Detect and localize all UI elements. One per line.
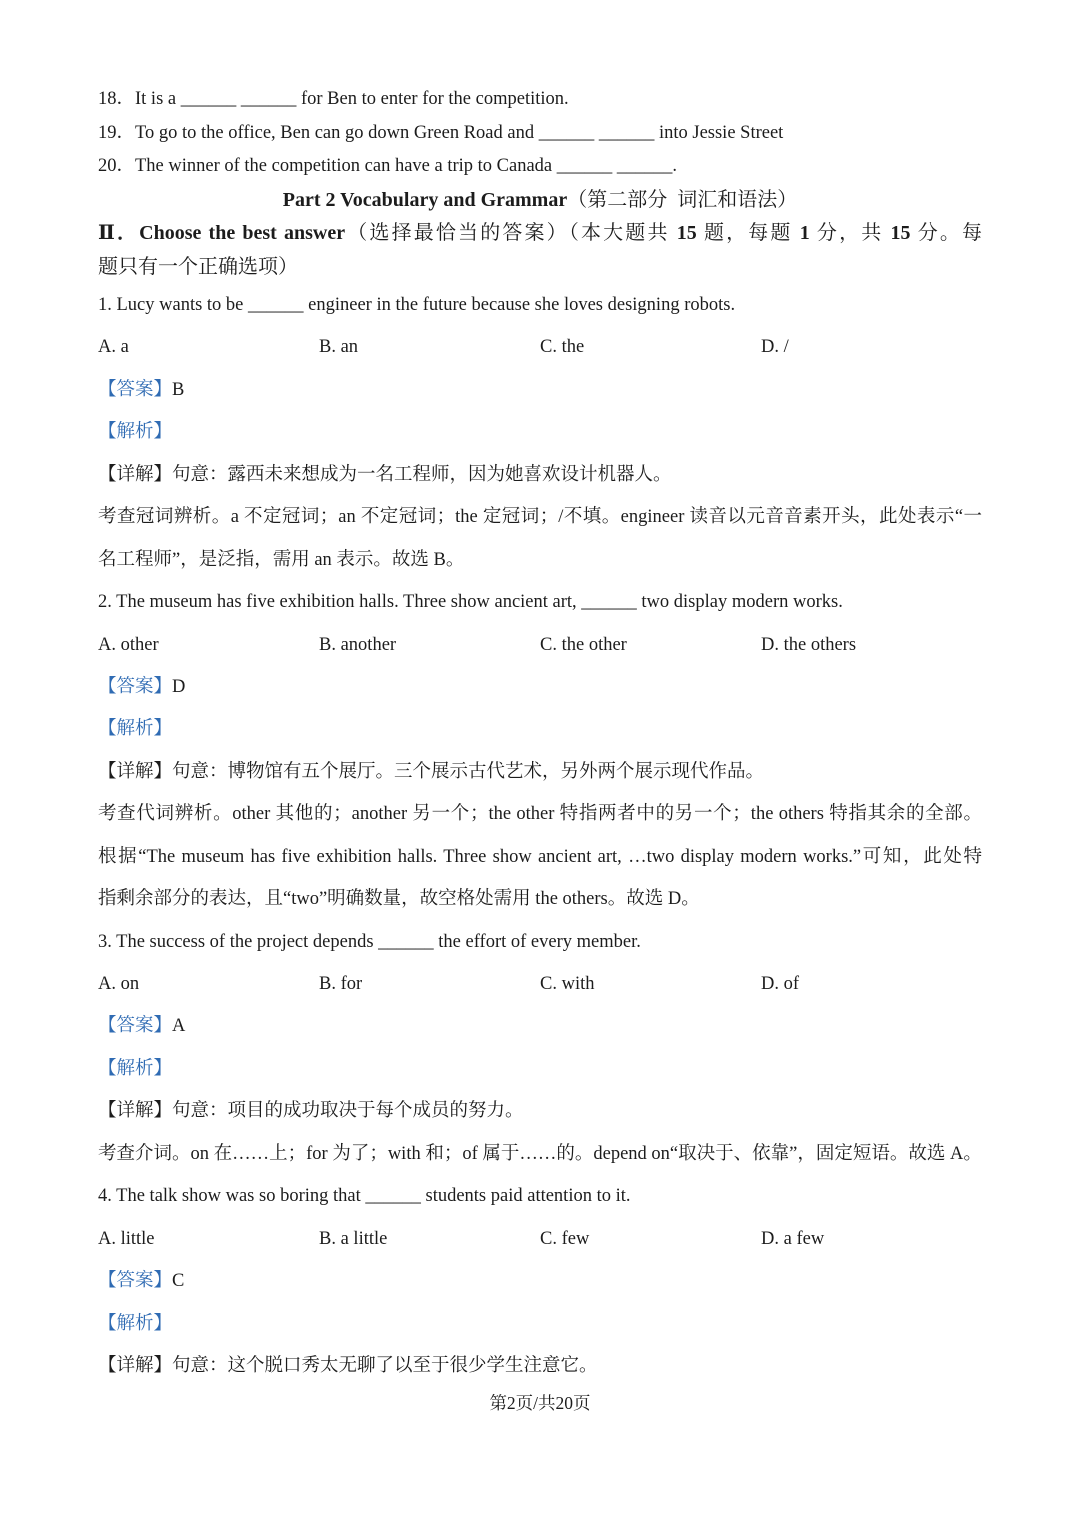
answer-label: 【答案】 — [98, 379, 173, 400]
option-c: C. with — [540, 974, 595, 994]
option-d: D. a few — [761, 1228, 825, 1249]
question-4-detail: 【详解】句意：这个脱口秀太无聊了以至于很少学生注意它。 — [98, 1355, 598, 1376]
option-c: C. the other — [540, 634, 627, 655]
question-4-analysis-label: 【解析】 — [98, 1313, 173, 1334]
question-2-detail: 【详解】句意：博物馆有五个展厅。三个展示古代艺术，另外两个展示现代作品。 — [98, 761, 765, 782]
option-b: B. a little — [319, 1228, 388, 1249]
answer-label: 【答案】 — [98, 676, 173, 697]
top-section — [98, 83, 982, 284]
section-title-cn-c: 分，共 — [809, 222, 891, 244]
option-a: A. a — [98, 337, 129, 358]
section-title-line2: 题只有一个正确选项） — [98, 255, 298, 278]
option-c: C. few — [540, 1228, 590, 1249]
question-1-answer — [98, 369, 982, 411]
option-a: A. on — [98, 974, 140, 994]
part-title-chinese: （第二部分 词汇和语法） — [567, 188, 798, 211]
option-c: C. the — [540, 337, 585, 358]
section-title-english: Ⅱ．Choose the best answer — [98, 222, 346, 244]
section-title-cn-d: 分。每 — [910, 222, 982, 244]
question-3-explanation-line: 考查介词。on 在……上；for 为了；with 和；of 属于……的。depend on“取决于、依靠”，固定短语。故选 A。 — [98, 1143, 982, 1164]
option-b: B. for — [319, 974, 363, 994]
question-2-answer — [98, 666, 982, 708]
fill-in-item-18: 18．It is a ______ ______ for Ben to enter for the competition. — [98, 89, 569, 109]
question-2-explanation-line: 指剩余部分的表达，且“two”明确数量，故空格处需用 the others。故选 D。 — [98, 889, 700, 910]
question-2-explanation-line: 根据“The museum has five exhibition halls. Three show ancient art, …two display modern works.”可知，此处特 — [98, 846, 982, 867]
answer-value: B — [172, 379, 185, 400]
question-1-detail: 【详解】句意：露西未来想成为一名工程师，因为她喜欢设计机器人。 — [98, 464, 672, 485]
question-1-analysis-label: 【解析】 — [98, 422, 173, 443]
answer-value: D — [172, 676, 186, 697]
fill-in-item-19: 19．To go to the office, Ben can go down Green Road and ______ ______ into Jessie Street — [98, 122, 784, 143]
option-d: D. of — [761, 974, 800, 994]
answer-value: A — [172, 1016, 186, 1037]
questions-section — [98, 284, 982, 1387]
question-3-stem: 3. The success of the project depends ______ the effort of every member. — [98, 931, 641, 952]
section-title-cn-b: 题，每题 — [696, 222, 800, 244]
question-1-stem: 1. Lucy wants to be ______ engineer in the future because she loves designing robots. — [98, 295, 736, 315]
question-4-options — [98, 1218, 982, 1260]
question-1-explanation-line: 考查冠词辨析。a 不定冠词；an 不定冠词；the 定冠词；/不填。engineer 读音以元音音素开头，此处表示“一 — [98, 507, 982, 528]
page-number-footer: 第2页/共20页 — [489, 1393, 591, 1413]
section-num-questions: 15 — [676, 222, 697, 244]
question-3-detail: 【详解】句意：项目的成功取决于每个成员的努力。 — [98, 1101, 524, 1122]
option-b: B. an — [319, 337, 359, 358]
section-title — [98, 217, 982, 251]
section-points-each: 1 — [799, 222, 810, 244]
question-1-explanation-line: 名工程师”，是泛指，需用 an 表示。故选 B。 — [98, 549, 465, 570]
question-2-options — [98, 624, 982, 666]
fill-in-item-20: 20．The winner of the competition can have a trip to Canada ______ ______. — [98, 156, 678, 176]
option-a: A. little — [98, 1228, 155, 1249]
question-3-answer — [98, 1005, 982, 1047]
option-d: D. the others — [761, 634, 857, 655]
question-4-answer — [98, 1260, 982, 1302]
option-a: A. other — [98, 634, 159, 655]
question-2-explanation-line: 考查代词辨析。other 其他的；another 另一个；the other 特指两者中的另一个；the others 特指其余的全部。 — [98, 804, 982, 825]
question-3-options — [98, 963, 982, 1005]
question-3-analysis-label: 【解析】 — [98, 1058, 173, 1079]
question-2-stem: 2. The museum has five exhibition halls. Three show ancient art, ______ two display modern works. — [98, 592, 843, 613]
question-4-stem: 4. The talk show was so boring that ______ students paid attention to it. — [98, 1186, 631, 1207]
answer-label: 【答案】 — [98, 1271, 173, 1292]
option-d: D. / — [761, 337, 789, 358]
part-title-english: Part 2 Vocabulary and Grammar — [282, 188, 568, 211]
option-b: B. another — [319, 634, 397, 655]
section-title-cn-a: （选择最恰当的答案）（本大题共 — [345, 222, 677, 244]
part-title — [98, 184, 982, 218]
question-2-analysis-label: 【解析】 — [98, 719, 173, 740]
answer-value: C — [172, 1271, 185, 1292]
section-points-total: 15 — [890, 222, 911, 244]
question-1-options — [98, 326, 982, 368]
answer-label: 【答案】 — [98, 1016, 173, 1037]
